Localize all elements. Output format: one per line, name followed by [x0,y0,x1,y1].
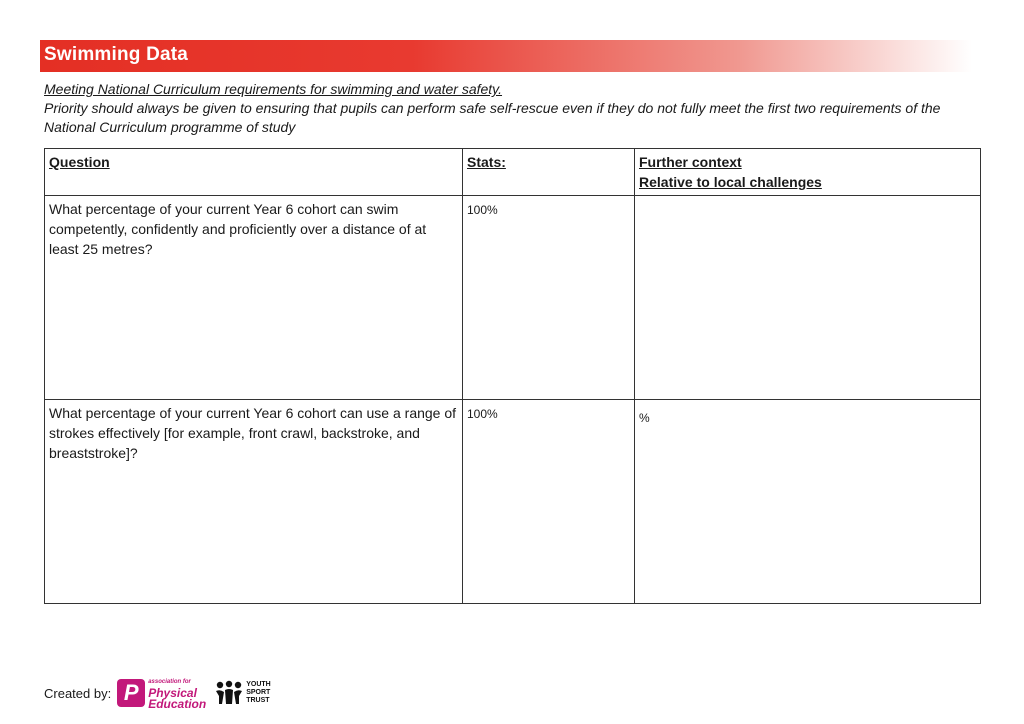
context-cell[interactable] [635,196,981,400]
table-header-row [45,149,981,196]
footer [44,676,271,710]
stats-value: 100% [467,203,498,217]
stats-cell[interactable] [463,400,635,604]
column-header-stats: Stats: [463,149,635,196]
created-by-label: Created by: [44,685,112,701]
afpe-logo: P association for Physical Education [117,677,206,710]
youth-sport-trust-logo: YOUTH SPORT TRUST [214,680,271,706]
intro-text [44,80,944,137]
stats-cell[interactable] [463,196,635,400]
stats-value: 100% [467,407,498,421]
intro-requirements: Meeting National Curriculum requirements for swimming and water safety. [44,81,503,97]
column-header-question: Question [45,149,463,196]
swimming-data-table [44,148,981,604]
context-header-line1: Further context [639,154,742,170]
page-title: Swimming Data [44,44,189,65]
intro-priority: Priority should always be given to ensuring that pupils can perform safe self-rescue even if they do not fully meet the first two requirements of the National Curriculum programme of study [44,100,941,135]
column-header-context [635,149,981,196]
table-row [45,400,981,604]
table-row [45,196,981,400]
question-cell: What percentage of your current Year 6 cohort can swim competently, confidently and proficiently over a distance of at least 25 metres? [45,196,463,400]
question-cell: What percentage of your current Year 6 cohort can use a range of strokes effectively [for example, front crawl, backstroke, and breaststroke]? [45,400,463,604]
context-header-line2: Relative to local challenges [639,174,822,190]
context-cell[interactable] [635,400,981,604]
section-banner [40,40,972,72]
afpe-mark-icon: P [117,679,145,707]
context-value: % [639,411,650,425]
context-value [639,199,976,201]
youth-sport-trust-figures-icon [214,680,244,706]
